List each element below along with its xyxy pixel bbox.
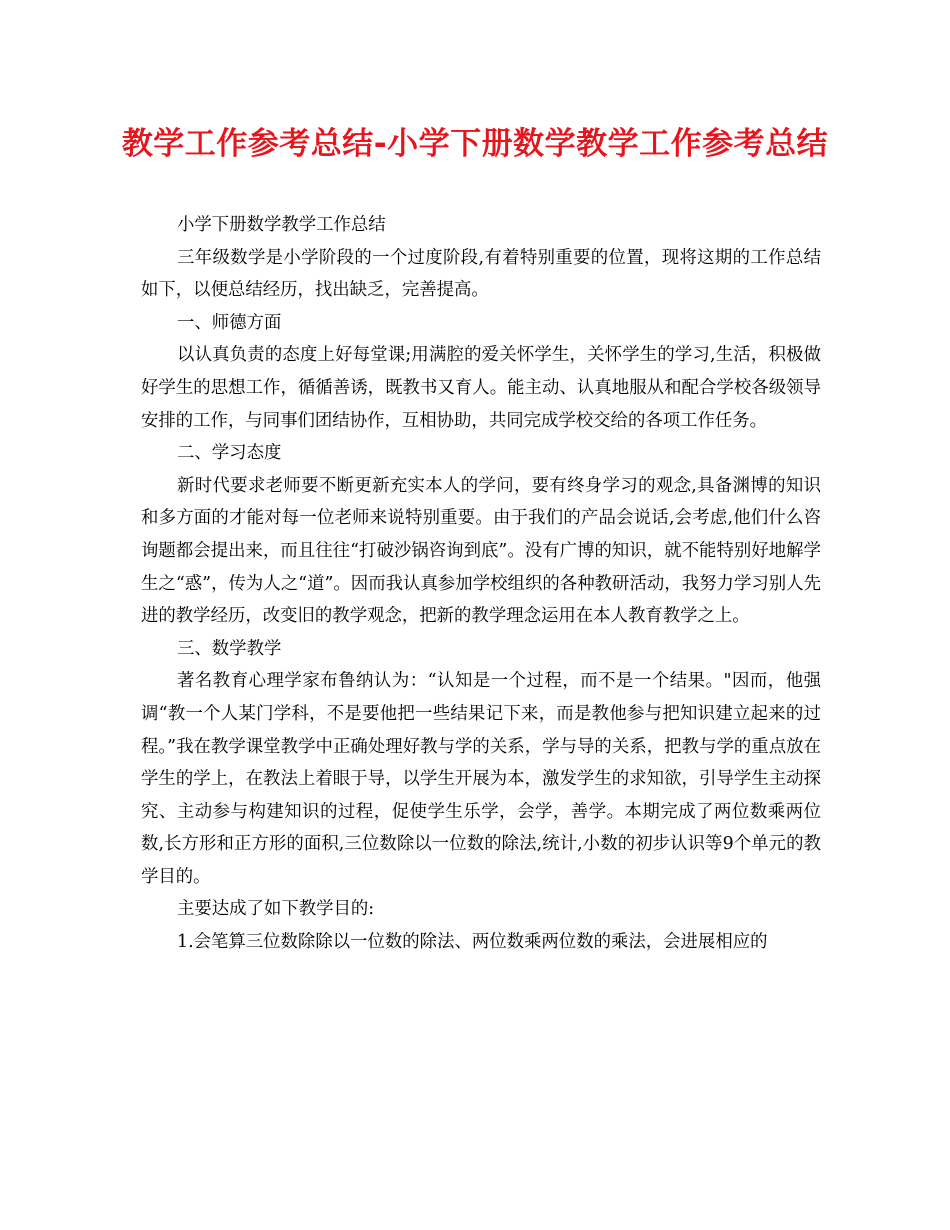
paragraph-ethics: 以认真负责的态度上好每堂课;用满腔的爱关怀学生，关怀学生的学习,生活，积极做好学生的思想工作，循循善诱，既教书又育人。能主动、认真地服从和配合学校各级领导安排的工作，与同事们团结协作，互相协助，共同完成学校交给的各项工作任务。 bbox=[141, 345, 821, 431]
section-heading-teaching: 三、数学教学 bbox=[177, 638, 282, 659]
paragraph-subtitle: 小学下册数学教学工作总结 bbox=[177, 215, 386, 235]
paragraph-learning: 新时代要求老师要不断更新充实本人的学问，要有终身学习的观念,具备渊博的知识和多方面的才能对每一位老师来说特别重要。由于我们的产品会说话,会考虑,他们什么咨询题都会提出来，而且往往“打破沙锅咨询到底”。没有广博的知识，就不能特别好地解学生之“惑”，传为人之“道”。因而我认真参加学校组织的各种教研活动，我努力学习别人先进的教学经历，改变旧的教学观念，把新的教学理念运用在本人教育教学之上。 bbox=[141, 475, 821, 627]
paragraph-intro: 三年级数学是小学阶段的一个过度阶段,有着特别重要的位置，现将这期的工作总结如下，以便总结经历，找出缺乏，完善提高。 bbox=[141, 247, 821, 301]
paragraph-goal-1: 1.会笔算三位数除除以一位数的除法、两位数乘两位数的乘法，会进展相应的 bbox=[177, 932, 768, 953]
section-heading-ethics: 一、师德方面 bbox=[177, 312, 282, 333]
document-title: 教学工作参考总结-小学下册数学教学工作参考总结 bbox=[121, 126, 829, 162]
section-heading-learning: 二、学习态度 bbox=[177, 443, 282, 464]
paragraph-goals-lead: 主要达成了如下教学目的: bbox=[177, 899, 375, 920]
document-body bbox=[141, 209, 821, 959]
paragraph-teaching: 著名教育心理学家布鲁纳认为：“认知是一个过程，而不是一个结果。"因而，他强调“教一个人某门学科，不是要他把一些结果记下来，而是教他参与把知识建立起来的过程。”我在教学课堂教学中正确处理好教与学的关系，学与导的关系，把教与学的重点放在学生的学上，在教法上着眼于导，以学生开展为本，激发学生的求知欲，引导学生主动探究、主动参与构建知识的过程，促使学生乐学，会学，善学。本期完成了两位数乘两位数,长方形和正方形的面积,三位数除以一位数的除法,统计,小数的初步认识等9个单元的教学目的。 bbox=[141, 671, 821, 887]
